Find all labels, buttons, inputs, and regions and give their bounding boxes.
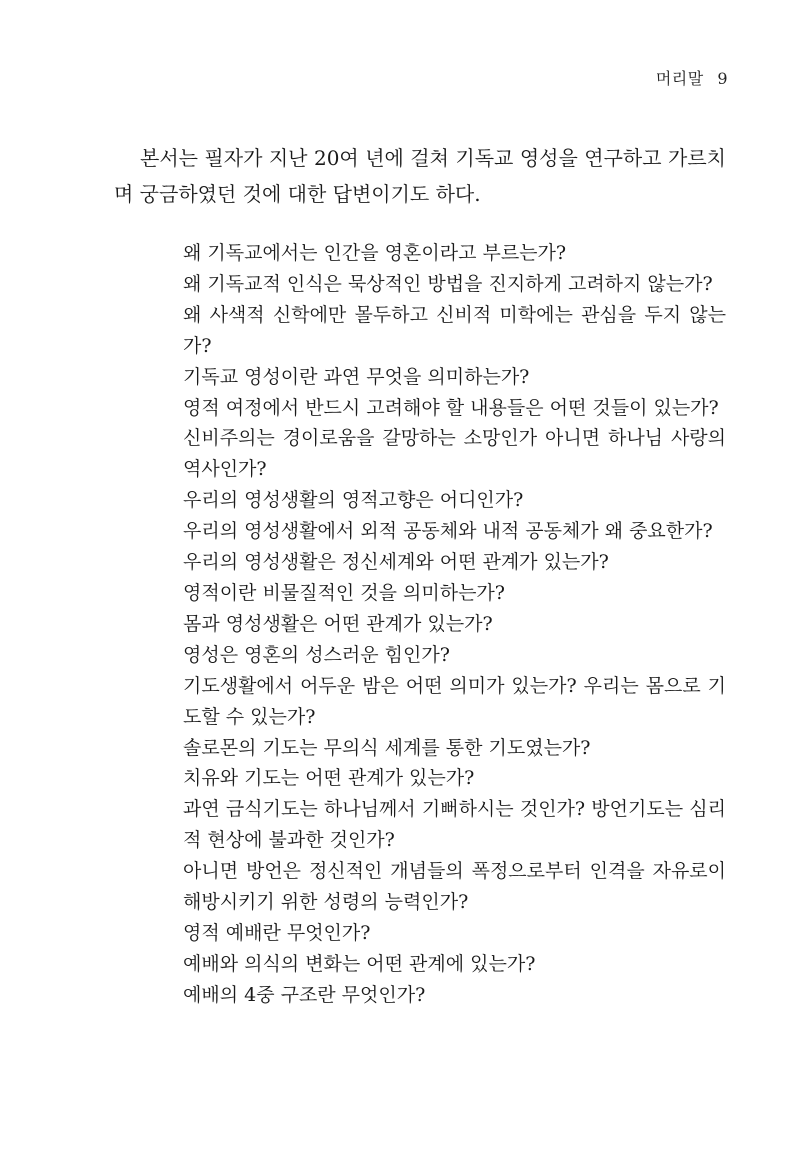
question-item: 우리의 영성생활은 정신세계와 어떤 관계가 있는가? — [183, 551, 609, 574]
question-item: 영적 예배란 무엇인가? — [183, 921, 371, 944]
question-item: 예배와 의식의 변화는 어떤 관계에 있는가? — [183, 952, 536, 975]
page-number: 9 — [717, 69, 728, 88]
question-item: 아니면 방언은 정신적인 개념들의 폭정으로부터 인격을 자유로이 해방시키기 위한 성령의 능력인가? — [183, 860, 726, 914]
question-item: 예배의 4중 구조란 무엇인가? — [183, 983, 426, 1006]
question-item: 영적 여정에서 반드시 고려해야 할 내용들은 어떤 것들이 있는가? — [183, 396, 719, 419]
question-item: 기독교 영성이란 과연 무엇을 의미하는가? — [183, 365, 530, 388]
question-list — [183, 238, 726, 1011]
question-item: 영성은 영혼의 성스러운 힘인가? — [183, 643, 450, 666]
intro-paragraph: 본서는 필자가 지난 20여 년에 걸쳐 기독교 영성을 연구하고 가르치며 궁금하였던 것에 대한 답변이기도 하다. — [114, 146, 726, 206]
running-header — [656, 66, 728, 89]
question-item: 신비주의는 경이로움을 갈망하는 소망인가 아니면 하나님 사랑의 역사인가? — [183, 427, 726, 481]
question-item: 치유와 기도는 어떤 관계가 있는가? — [183, 767, 475, 790]
question-item: 영적이란 비물질적인 것을 의미하는가? — [183, 581, 505, 604]
question-item: 왜 기독교에서는 인간을 영혼이라고 부르는가? — [183, 242, 567, 264]
question-item: 기도생활에서 어두운 밤은 어떤 의미가 있는가? 우리는 몸으로 기도할 수 있는가? — [183, 674, 726, 728]
question-item: 왜 사색적 신학에만 몰두하고 신비적 미학에는 관심을 두지 않는가? — [183, 303, 726, 357]
question-item: 우리의 영성생활에서 외적 공동체와 내적 공동체가 왜 중요한가? — [183, 520, 713, 543]
question-item: 과연 금식기도는 하나님께서 기뻐하시는 것인가? 방언기도는 심리적 현상에 불과한 것인가? — [183, 798, 726, 852]
question-item: 몸과 영성생활은 어떤 관계가 있는가? — [183, 612, 493, 635]
question-item: 우리의 영성생활의 영적고향은 어디인가? — [183, 489, 524, 512]
question-item: 솔로몬의 기도는 무의식 세계를 통한 기도였는가? — [183, 736, 591, 759]
section-title: 머리말 — [655, 69, 704, 88]
question-item: 왜 기독교적 인식은 묵상적인 방법을 진지하게 고려하지 않는가? — [183, 272, 713, 295]
